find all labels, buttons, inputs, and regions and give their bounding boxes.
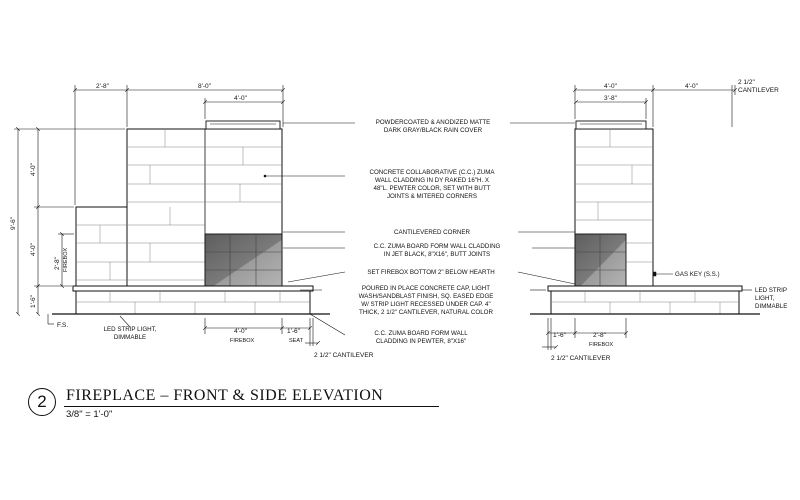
side-dim-bottom-firebox: 2'-8" — [593, 332, 606, 339]
dim-firebox-height-label: FIREBOX — [63, 247, 69, 272]
drawing-scale: 3/8" = 1'-0" — [66, 409, 113, 420]
front-elevation — [52, 121, 330, 314]
title-underline — [64, 406, 439, 407]
note-hearth-cap-2: WASH/SANDBLAST FINISH, SQ. EASED EDGE — [358, 293, 494, 300]
side-dim-bottom-firebox-label: FIREBOX — [589, 342, 614, 348]
front-hearth-cap — [73, 286, 313, 291]
dim-height-upper: 4'-0" — [30, 163, 37, 176]
dim-bottom-firebox: 4'-0" — [234, 328, 247, 335]
dim-bottom-seat-label: SEAT — [289, 338, 303, 344]
note-firebox-set: SET FIREBOX BOTTOM 2" BELOW HEARTH — [367, 269, 495, 276]
note-base-cladding-1: C.C. ZUMA BOARD FORM WALL — [374, 330, 468, 337]
sheet-number: 2 — [28, 388, 56, 416]
title-block — [28, 385, 418, 425]
side-dim-top-inner: 3'-8" — [604, 95, 617, 102]
dim-bottom-firebox-label: FIREBOX — [230, 338, 255, 344]
note-hearth-cap-4: THICK, 2 1/2" CANTILEVER, NATURAL COLOR — [359, 309, 493, 316]
front-base — [76, 291, 310, 314]
note-led-right-2: LIGHT, — [755, 295, 775, 302]
note-cladding-2: WALL CLADDING IN DY RAKED 16"H. X — [374, 177, 490, 184]
side-rain-cover — [576, 121, 646, 129]
side-hearth-cap — [548, 286, 742, 291]
note-cladding-1: CONCRETE COLLABORATIVE (C.C.) ZUMA — [369, 169, 495, 176]
note-rain-cover-2: DARK GRAY/BLACK RAIN COVER — [383, 127, 483, 134]
front-left-block — [76, 207, 127, 286]
side-dim-top-left: 4'-0" — [604, 83, 617, 90]
front-firebox — [205, 234, 282, 286]
note-board-form-1: C.C. ZUMA BOARD FORM WALL CLADDING — [373, 243, 501, 250]
dim-bottom-seat: 1'-6" — [287, 328, 300, 335]
side-dim-cantilever-label: CANTILEVER — [738, 87, 779, 94]
side-firebox — [575, 234, 626, 286]
note-hearth-cap-1: POURED IN PLACE CONCRETE CAP, LIGHT — [361, 285, 491, 292]
dim-firebox-height: 2'-8" — [54, 257, 61, 270]
side-dim-cantilever-value: 2 1/2" — [738, 79, 755, 86]
drawing-title: FIREPLACE – FRONT & SIDE ELEVATION — [66, 387, 384, 404]
note-cladding-4: JOINTS & MITERED CORNERS — [386, 193, 478, 200]
note-led-left-2: DIMMABLE — [113, 334, 147, 341]
front-rain-cover — [206, 121, 280, 129]
dim-top-left: 2'-8" — [96, 83, 109, 90]
side-elevation — [530, 121, 760, 314]
note-corner: CANTILEVERED CORNER — [394, 229, 470, 236]
note-hearth-cap-3: W/ STRIP LIGHT RECESSED UNDER CAP. 4" — [361, 301, 491, 308]
gas-key — [653, 272, 656, 276]
dim-height-middle: 4'-0" — [30, 243, 37, 256]
side-dim-bottom-left: 1'-6" — [553, 332, 566, 339]
dim-top-inner: 4'-0" — [234, 95, 247, 102]
note-board-form-2: IN JET BLACK, 8"X16", BUTT JOINTS — [383, 251, 491, 258]
note-rain-cover-1: POWDERCOATED & ANODIZED MATTE — [375, 119, 491, 126]
dim-top-wide: 8'-0" — [198, 83, 211, 90]
dim-front-cantilever: 2 1/2" CANTILEVER — [314, 352, 374, 359]
note-gas-key: GAS KEY (S.S.) — [675, 271, 720, 278]
side-dim-cantilever: 2 1/2" CANTILEVER — [551, 355, 611, 362]
side-dim-top-right: 4'-0" — [685, 83, 698, 90]
note-cladding-3: 48"L. PEWTER COLOR, SET WITH BUTT — [373, 185, 491, 192]
dim-height-total: 9'-6" — [10, 217, 17, 230]
note-base-cladding-2: CLADDING IN PEWTER, 8"X16" — [375, 338, 467, 345]
finish-surface-label: F.S. — [57, 322, 69, 329]
dim-height-base: 1'-6" — [30, 295, 37, 308]
note-led-right-1: LED STRIP — [755, 287, 787, 294]
side-base — [551, 291, 739, 314]
note-led-right-3: DIMMABLE — [755, 303, 788, 310]
note-led-left-1: LED STRIP LIGHT, — [103, 326, 157, 333]
